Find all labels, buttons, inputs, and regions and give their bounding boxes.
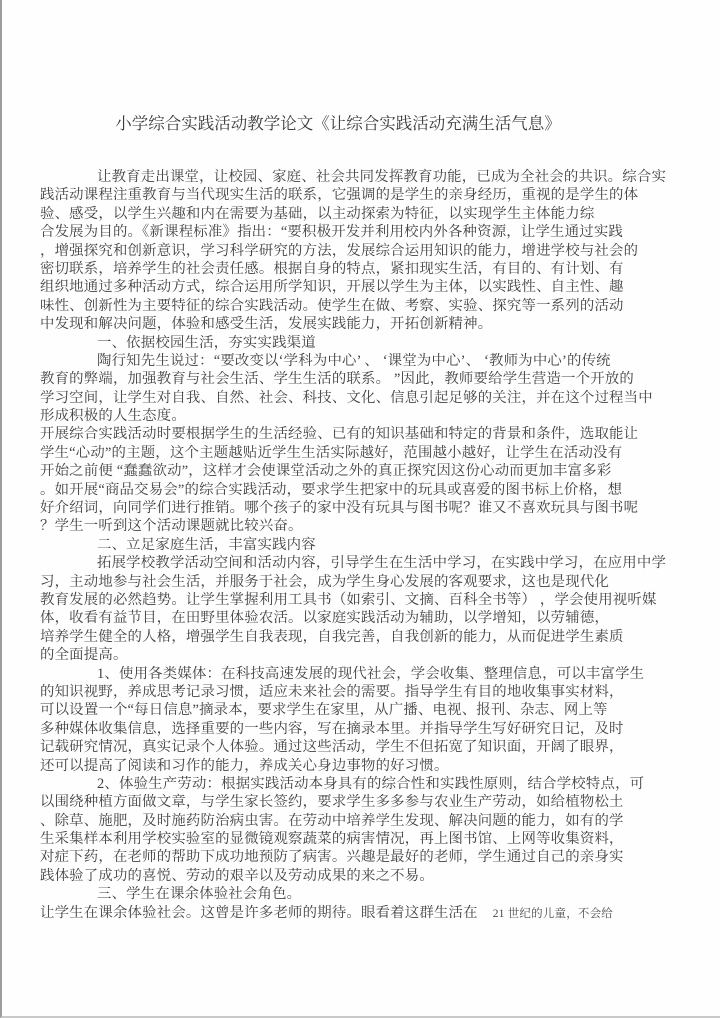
section-2-paragraph [40,554,690,664]
text-line [40,462,690,480]
text-line [40,683,690,701]
text-line-content: 开展综合实践活动时要根据学生的生活经验、已有的知识基础和特定的背景和条件，选取能让 [40,426,639,443]
closing-paragraph [40,904,690,922]
section-1-heading [40,334,690,352]
document-title: 小学综合实践活动教学论文《让综合实践活动充满生活气息》 [115,114,561,133]
text-line-content: 践活动课程注重教育与当代现实生活的联系，它强调的是学生的亲身经历，重视的是学生的体 [40,187,639,204]
text-line-content: 习，主动地参与社会生活，并服务于社会，成为学生身心发展的客观要求，这也是现代化 [40,573,610,590]
text-line-content: 培养学生健全的人格，增强学生自我表现，自我完善，自我创新的能力，从而促进学生素质 [40,628,624,645]
intro-paragraph [40,168,690,334]
text-line [40,389,690,407]
text-line-content: 合发展为目的。《新课程标准》指出：“要积极开发并利用校内外各种资源，让学生通过实践 [40,224,624,241]
text-line [40,904,690,922]
media-use-paragraph [40,665,690,775]
text-line-content: 多种媒体收集信息，选择重要的一些内容，写在摘录本里。并指导学生写好研究日记，及时 [40,720,624,737]
text-line-content: 密切联系，培养学生的社会责任感。根据自身的特点，紧扣现实生活，有目的、有计划、有 [40,260,624,277]
text-line [40,665,690,683]
text-line-content: 一、依据校园生活，夯实实践渠道 [97,334,316,351]
text-line [40,425,690,443]
text-line-content: 学生“心动”的主题，这个主题越贴近学生生活实际越好，范围越小越好，让学生在活动没有 [40,444,623,461]
text-line [40,242,690,260]
text-line-content: 可以设置一个“每日信息”摘录本，要求学生在家里，从广播、电视、报刊、杂志、网上等 [40,702,608,719]
text-line-content: 1、使用各类媒体：在科技高速发展的现代社会，学会收集、整理信息，可以丰富学生 [97,665,645,682]
text-line-content: 二、立足家庭生活，丰富实践内容 [97,536,316,553]
text-line [40,536,690,554]
text-line-content: 以围绕种植方面做文章，与学生家长签约，要求学生多多参与农业生产劳动，如给植物松土 [40,794,624,811]
text-line [40,609,690,627]
text-line-content: 形成积极的人生态度。 [40,408,186,425]
section-1-paragraph [40,352,690,426]
text-line-content: 的全面提高。 [40,647,128,664]
text-line [40,775,690,793]
text-line-content: 教育的弊端，加强教育与社会生活、学生生活的联系。 ”因此，教师要给学生营造一个开放的 [40,371,635,388]
text-line-content: 体，收看有益节目，在田野里体验农活。以家庭实践活动为辅助，以学增知，以劳辅德， [40,610,610,627]
text-line-content: 验、感受，以学生兴趣和内在需要为基础，以主动探索为特征，以实现学生主体能力综 [40,205,595,222]
text-line [40,628,690,646]
text-line [40,793,690,811]
text-line [40,334,690,352]
text-line [40,812,690,830]
text-line-content: ，增强探究和创新意识，学习科学研究的方法，发展综合运用知识的能力，增进学校与社会的 [40,242,639,259]
labor-experience-paragraph [40,775,690,885]
text-line [40,885,690,903]
text-line-content: 还可以提高了阅读和习作的能力，养成关心身边事物的好习惯。 [40,757,449,774]
text-line-content: 对症下药，在老师的帮助下成功地预防了病害。兴趣是最好的老师，学生通过自己的亲身实 [40,849,624,866]
text-line [40,554,690,572]
text-line-content: 开始之前便 “蠢蠢欲动”，这样才会使课堂活动之外的真正探究因这份心动而更加丰富多彩 [40,463,612,480]
text-line [40,370,690,388]
text-line [40,701,690,719]
text-line [40,186,690,204]
section-1-paragraph-2 [40,425,690,535]
text-line [40,297,690,315]
text-line [40,444,690,462]
text-line-content: 践体验了成功的喜悦、劳动的艰辛以及劳动成果的来之不易。 [40,867,434,884]
text-line-content: 学习空间，让学生对自我、自然、社会、科技、文化、信息引起足够的关注，并在这个过程当中 [40,389,653,406]
text-line [40,848,690,866]
closing-suffix-text: 21 世纪的儿童，不会给 [492,907,614,920]
text-line-content: 。如开展“商品交易会”的综合实践活动，要求学生把家中的玩具或喜爱的图书标上价格，想 [40,481,623,498]
section-2-heading [40,536,690,554]
section-3-heading [40,885,690,903]
text-line [40,591,690,609]
text-line-content: 让教育走出课堂，让校园、家庭、社会共同发挥教育功能，已成为全社会的共识。综合实 [97,169,667,185]
text-line-content: 陶行知先生说过：“要改变以‘学科为中心’ 、 ‘课堂为中心’、 ‘教师为中心’的传统 [97,352,611,369]
document-body [40,168,690,922]
text-line-content: 中发现和解决问题，体验和感受生活，发展实践能力，开拓创新精神。 [40,316,493,333]
text-line-content: 记载研究情况，真实记录个人体验。通过这些活动，学生不但拓宽了知识面，开阔了眼界， [40,739,624,756]
text-line-content: 2、体验生产劳动：根据实践活动本身具有的综合性和实践性原则，结合学校特点，可 [97,775,645,792]
text-line [40,278,690,296]
text-line [40,352,690,370]
text-line [40,223,690,241]
text-line-content: 、除草、施肥，及时施药防治病虫害。在劳动中培养学生发现、解决问题的能力，如有的学 [40,812,624,829]
text-line [40,573,690,591]
text-line [40,757,690,775]
text-line [40,738,690,756]
text-line-content: 让学生在课余体验社会。这曾是许多老师的期待。眼看着这群生活在 [40,904,478,921]
text-line [40,481,690,499]
text-line [40,168,690,186]
text-line [40,407,690,425]
text-line [40,205,690,223]
text-line [40,867,690,885]
text-line-content: 组织地通过多种活动方式，综合运用所学知识，开展以学生为主体，以实践性、自主性、趣 [40,279,624,296]
text-line-content: 的知识视野，养成思考记录习惯，适应未来社会的需要。指导学生有目的地收集事实材料， [40,683,624,700]
text-line [40,260,690,278]
text-line-content: 教育发展的必然趋势。让学生掌握利用工具书（如索引、文摘、百科全书等） ，学会使用视听媒 [40,591,657,608]
text-line-content: 生采集样本利用学校实验室的显微镜观察蔬菜的病害情况，再上图书馆、上网等收集资料， [40,831,624,848]
text-line-content: 好介绍词，向同学们进行推销。哪个孩子的家中没有玩具与图书呢？谁又不喜欢玩具与图书呢 [40,500,639,517]
text-line [40,720,690,738]
text-line-content: ？学生一听到这个活动课题就比较兴奋。 [40,518,303,535]
text-line-content: 味性、创新性为主要特征的综合实践活动。使学生在做、考察、实验、探究等一系列的活动 [40,297,624,314]
text-line [40,499,690,517]
text-line [40,517,690,535]
text-line [40,646,690,664]
text-line-content: 拓展学校教学活动空间和活动内容，引导学生在生活中学习，在实践中学习，在应用中学 [97,555,667,572]
text-line-content: 三、学生在课余体验社会角色。 [97,886,302,903]
text-line [40,830,690,848]
text-line [40,315,690,333]
